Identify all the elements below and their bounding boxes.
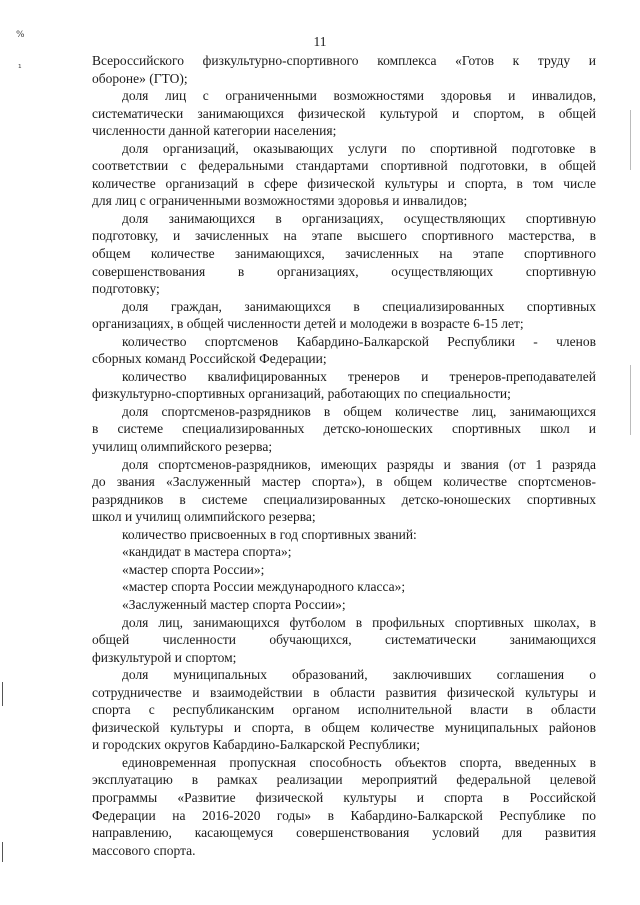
text-line: доля муниципальных образований, заключивших соглашения о (122, 667, 596, 683)
text-line: доля лиц, занимающихся футболом в профильных спортивных школах, в (122, 614, 596, 630)
text-line: подготовку; (92, 281, 160, 297)
text-line: доля занимающихся в организациях, осуществляющих спортивную (122, 210, 596, 226)
text-line: Федерации на 2016-2020 годы» в Кабардино-Балкарской Республике по (92, 807, 596, 823)
scan-margin-line (630, 365, 631, 435)
text-line: сборных команд Российской Федерации; (92, 351, 327, 367)
text-line: общем количестве занимающихся, зачисленных на этапе спортивного (92, 246, 596, 262)
text-line: эксплуатацию в рамках реализации мероприятий федеральной целевой (92, 772, 596, 788)
text-line: количество присвоенных в год спортивных званий: (122, 526, 417, 542)
text-line: доля спортсменов-разрядников в общем количестве лиц, занимающихся (122, 403, 596, 419)
text-line: доля организаций, оказывающих услуги по спортивной подготовке в (122, 140, 596, 156)
text-line: физкультурой и спортом; (92, 649, 237, 665)
scan-mark-glyph: % (16, 30, 25, 40)
text-line: обороне» (ГТО); (92, 70, 188, 86)
text-line: совершенствования в организациях, осуществляющих спортивную (92, 263, 596, 279)
text-line: физической культуры и спорта, в общем количестве муниципальных районов (92, 719, 596, 735)
text-line: единовременная пропускная способность объектов спорта, введенных в (122, 754, 596, 770)
text-line: для лиц с ограниченными возможностями здоровья и инвалидов; (92, 193, 468, 209)
text-line: количестве организаций в сфере физической культуры и спорта, в том числе (92, 175, 596, 191)
text-line: и городских округов Кабардино-Балкарской Республики; (92, 737, 420, 753)
text-line: программы «Развитие физической культуры и спорта в Российской (92, 789, 596, 805)
text-line: количество квалифицированных тренеров и тренеров-преподавателей (122, 368, 596, 384)
text-line: «Заслуженный мастер спорта России»; (122, 596, 346, 612)
text-line: доля граждан, занимающихся в специализированных спортивных (122, 298, 596, 314)
text-line: сотрудничестве и взаимодействии в области развития физической культуры и (92, 684, 596, 700)
text-line: направлению, касающемуся совершенствования условий для развития (92, 825, 596, 841)
text-line: массового спорта. (92, 842, 196, 858)
text-line: школ и училищ олимпийского резерва; (92, 509, 316, 525)
text-line: доля спортсменов-разрядников, имеющих разряды и звания (от 1 разряда (122, 456, 596, 472)
text-line: доля лиц с ограниченными возможностями здоровья и инвалидов, (122, 88, 596, 104)
text-line: численности данной категории населения; (92, 123, 337, 139)
text-line: училищ олимпийского резерва; (92, 439, 273, 455)
scan-margin-line (2, 842, 3, 862)
text-line: в системе специализированных детско-юношеских спортивных школ и (92, 421, 596, 437)
page-number: 11 (313, 34, 327, 49)
scan-margin-line (2, 682, 3, 706)
text-line: соответствии с федеральными стандартами спортивной подготовки, в общей (92, 158, 596, 174)
text-line: спорта с республиканским органом исполнительной власти в области (92, 702, 596, 718)
text-line: «кандидат в мастера спорта»; (122, 544, 292, 560)
text-line: «мастер спорта России международного класса»; (122, 579, 406, 595)
text-line: общей численности обучающихся, систематически занимающихся (92, 632, 596, 648)
text-line: разрядников в системе специализированных детско-юношеских спортивных (92, 491, 596, 507)
text-line: подготовку, и зачисленных на этапе высшего спортивного мастерства, в (92, 228, 596, 244)
text-line: Всероссийского физкультурно-спортивного комплекса «Готов к труду и (92, 53, 596, 68)
text-line: «мастер спорта России»; (122, 561, 265, 577)
text-line: организациях, в общей численности детей и молодежи в возрасте 6-15 лет; (92, 316, 524, 332)
text-line: количество спортсменов Кабардино-Балкарской Республики - членов (122, 333, 596, 349)
text-line: до звания «Заслуженный мастер спорта»), в общем количестве спортсменов- (92, 474, 596, 490)
scan-mark-glyph: ¹ (18, 64, 22, 74)
body-text (92, 52, 596, 859)
text-line: физкультурно-спортивных организаций, работающих по специальности; (92, 386, 511, 402)
text-line: систематически занимающихся физической культурой и спортом, в общей (92, 105, 596, 121)
scan-margin-line (630, 110, 631, 170)
